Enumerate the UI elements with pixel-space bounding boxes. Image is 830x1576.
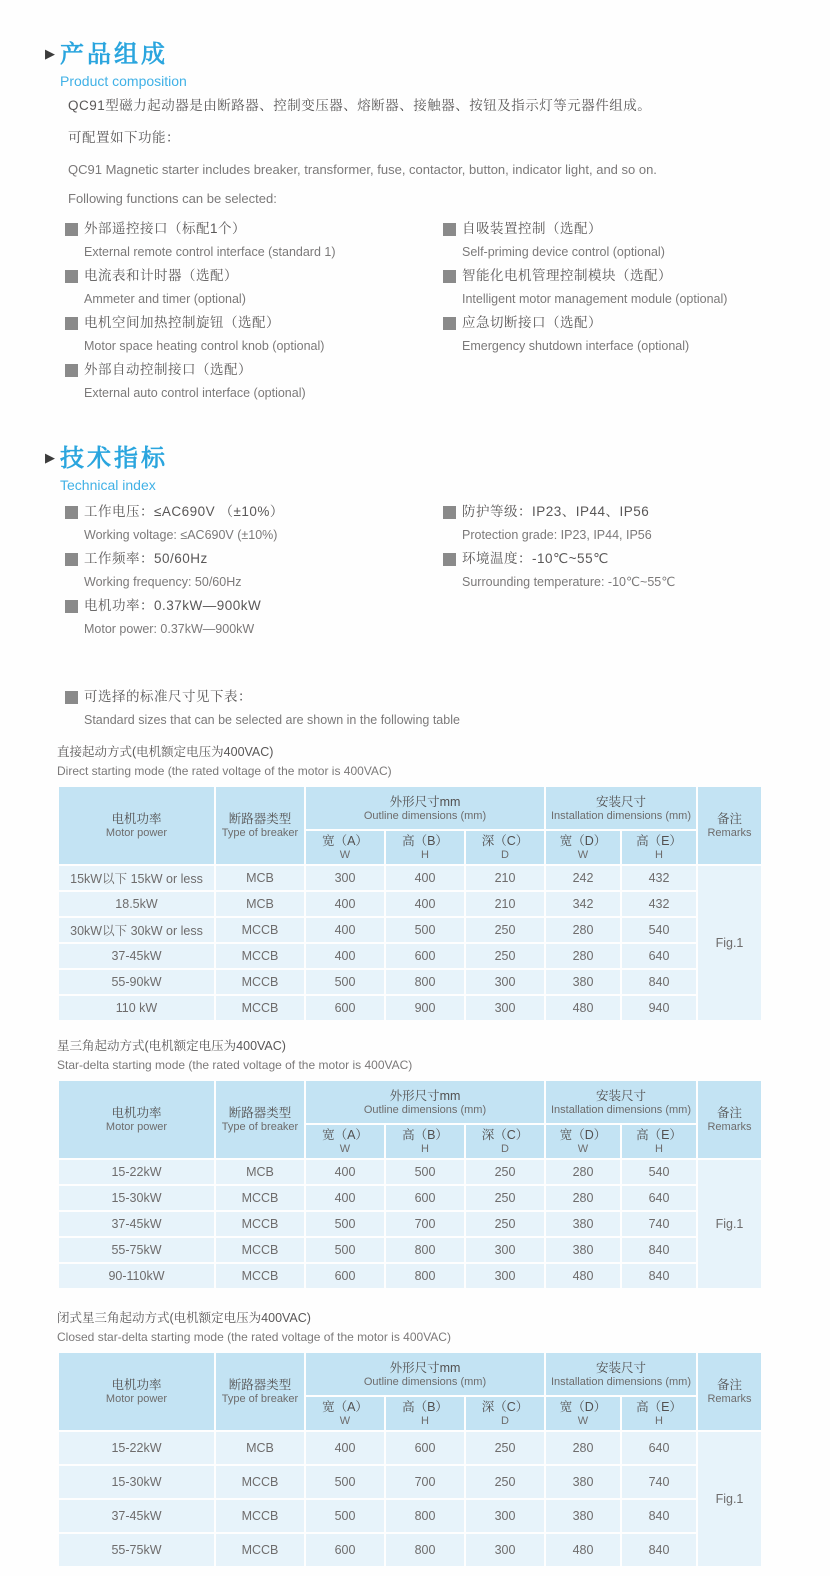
col-header-motor-power: 电机功率 Motor power: [59, 1081, 214, 1158]
table-cell: 300: [306, 866, 384, 890]
feature-list-right: [443, 220, 830, 408]
spec-label-en: Working frequency: 50/60Hz: [84, 575, 242, 589]
table-cell: 300: [466, 996, 544, 1020]
spec-item: [65, 550, 443, 590]
table-cell: 37-45kW: [59, 1212, 214, 1236]
table-cell: MCCB: [216, 1212, 304, 1236]
table-cell: MCCB: [216, 1500, 304, 1532]
table-row: [59, 1212, 761, 1236]
col-group-installation-dimensions: 安装尺寸 Installation dimensions (mm): [546, 1353, 696, 1395]
table-cell: 840: [622, 1534, 696, 1566]
feature-item: [443, 267, 830, 307]
table-cell: 400: [306, 918, 384, 942]
table-cell: 600: [386, 1432, 464, 1464]
table-cell: 210: [466, 892, 544, 916]
spec-item: [65, 503, 443, 543]
table-row: [59, 944, 761, 968]
col-subheader: 深（C） D: [466, 1125, 544, 1158]
col-subheader: 高（E） H: [622, 1125, 696, 1158]
table-cell: 380: [546, 1212, 620, 1236]
col-subheader: 高（B） H: [386, 831, 464, 864]
intro-paragraph: 可配置如下功能：: [68, 130, 180, 145]
col-header-remarks: 备注 Remarks: [698, 787, 761, 864]
table-cell: 700: [386, 1466, 464, 1498]
table-cell: MCB: [216, 1432, 304, 1464]
table-block-closed-star-delta: [57, 1310, 830, 1568]
table-row: [59, 1238, 761, 1262]
col-group-outline-dimensions: 外形尺寸mm Outline dimensions (mm): [306, 1081, 544, 1123]
table-remark-cell: Fig.1: [698, 1432, 761, 1566]
table-cell: 15-22kW: [59, 1432, 214, 1464]
col-subheader: 高（E） H: [622, 831, 696, 864]
table-row: [59, 1500, 761, 1532]
table-row: [59, 996, 761, 1020]
feature-label-en: Motor space heating control knob (optional): [84, 339, 325, 353]
feature-item: [65, 314, 443, 354]
table-cell: 800: [386, 1500, 464, 1532]
col-subheader: 宽（D） W: [546, 1397, 620, 1430]
square-bullet-icon: [65, 506, 78, 519]
spec-label-en: Working voltage: ≤AC690V (±10%): [84, 528, 278, 542]
table-cell: 480: [546, 996, 620, 1020]
col-subheader: 宽（D） W: [546, 831, 620, 864]
table-cell: 400: [386, 892, 464, 916]
table-cell: 300: [466, 1500, 544, 1532]
table-cell: 940: [622, 996, 696, 1020]
table-cell: 480: [546, 1264, 620, 1288]
feature-label-en: External auto control interface (optional): [84, 386, 306, 400]
square-bullet-icon: [65, 553, 78, 566]
table-cell: 300: [466, 970, 544, 994]
col-subheader: 深（C） D: [466, 1397, 544, 1430]
col-header-motor-power: 电机功率 Motor power: [59, 1353, 214, 1430]
col-group-outline-dimensions: 外形尺寸mm Outline dimensions (mm): [306, 787, 544, 829]
table-cell: 55-90kW: [59, 970, 214, 994]
table-cell: 280: [546, 944, 620, 968]
col-header-breaker-type: 断路器类型 Type of breaker: [216, 1353, 304, 1430]
table-cell: 280: [546, 1186, 620, 1210]
section-title-zh: 产品组成: [60, 41, 168, 68]
table-cell: MCB: [216, 892, 304, 916]
table-cell: 280: [546, 918, 620, 942]
standard-size-note: [65, 688, 830, 728]
feature-item: [65, 220, 443, 260]
table-cell: 300: [466, 1264, 544, 1288]
note-label-en: Standard sizes that can be selected are shown in the following table: [84, 713, 460, 727]
square-bullet-icon: [65, 364, 78, 377]
spec-item: [443, 503, 830, 543]
note-label-zh: 可选择的标准尺寸见下表：: [84, 689, 252, 704]
table-cell: 300: [466, 1534, 544, 1566]
table-cell: 30kW以下 30kW or less: [59, 918, 214, 942]
table-cell: 600: [306, 1264, 384, 1288]
table-cell: 55-75kW: [59, 1534, 214, 1566]
feature-label-zh: 电机空间加热控制旋钮（选配）: [84, 315, 280, 330]
col-subheader: 深（C） D: [466, 831, 544, 864]
table-row: [59, 1534, 761, 1566]
table-cell: 15kW以下 15kW or less: [59, 866, 214, 890]
table-row: [59, 1432, 761, 1464]
table-cell: 250: [466, 1432, 544, 1464]
feature-label-en: Intelligent motor management module (optional): [462, 292, 728, 306]
intro-paragraph: QC91 Magnetic starter includes breaker, transformer, fuse, contactor, button, indicator light, and so on.: [68, 162, 657, 177]
feature-label-zh: 外部自动控制接口（选配）: [84, 362, 252, 377]
table-cell: 740: [622, 1212, 696, 1236]
table-cell: 700: [386, 1212, 464, 1236]
table-title-en: Direct starting mode (the rated voltage of the motor is 400VAC): [57, 764, 392, 778]
table-cell: 840: [622, 970, 696, 994]
spec-label-zh: 工作电压：≤AC690V （±10%）: [84, 504, 284, 519]
table-row: [59, 866, 761, 890]
feature-list: [65, 220, 830, 408]
table-cell: 600: [306, 996, 384, 1020]
table-row: [59, 1160, 761, 1184]
table-cell: 500: [386, 1160, 464, 1184]
spec-list: [65, 503, 830, 644]
col-group-installation-dimensions: 安装尺寸 Installation dimensions (mm): [546, 1081, 696, 1123]
table-cell: 840: [622, 1500, 696, 1532]
table-cell: 250: [466, 1160, 544, 1184]
table-cell: 480: [546, 1534, 620, 1566]
spec-label-en: Protection grade: IP23, IP44, IP56: [462, 528, 652, 542]
table-cell: 15-30kW: [59, 1466, 214, 1498]
intro-paragraph: QC91型磁力起动器是由断路器、控制变压器、熔断器、接触器、按钮及指示灯等元器件组成。: [68, 98, 652, 113]
table-cell: 800: [386, 1264, 464, 1288]
table-remark-cell: Fig.1: [698, 866, 761, 1020]
spec-label-zh: 工作频率：50/60Hz: [84, 551, 208, 566]
table-title: [57, 1310, 830, 1345]
col-header-motor-power: 电机功率 Motor power: [59, 787, 214, 864]
feature-item: [65, 267, 443, 307]
section-header-product-composition: [45, 42, 830, 89]
feature-label-zh: 电流表和计时器（选配）: [84, 268, 238, 283]
feature-label-en: Emergency shutdown interface (optional): [462, 339, 690, 353]
table-cell: 250: [466, 944, 544, 968]
col-header-remarks: 备注 Remarks: [698, 1353, 761, 1430]
table-cell: 15-22kW: [59, 1160, 214, 1184]
square-bullet-icon: [65, 317, 78, 330]
col-group-installation-dimensions: 安装尺寸 Installation dimensions (mm): [546, 787, 696, 829]
table-cell: MCCB: [216, 1466, 304, 1498]
table-cell: 840: [622, 1264, 696, 1288]
table-title: [57, 744, 830, 779]
table-cell: 600: [306, 1534, 384, 1566]
table-cell: MCB: [216, 866, 304, 890]
spec-list-left: [65, 503, 443, 644]
table-title-en: Closed star-delta starting mode (the rated voltage of the motor is 400VAC): [57, 1330, 451, 1344]
square-bullet-icon: [443, 270, 456, 283]
feature-label-zh: 应急切断接口（选配）: [462, 315, 602, 330]
table-cell: 110 kW: [59, 996, 214, 1020]
feature-label-zh: 外部遥控接口（标配1个）: [84, 221, 247, 236]
table-cell: 900: [386, 996, 464, 1020]
table-cell: 800: [386, 970, 464, 994]
table-title: [57, 1038, 830, 1073]
table-cell: 600: [386, 944, 464, 968]
table-cell: 432: [622, 892, 696, 916]
feature-label-zh: 自吸装置控制（选配）: [462, 221, 602, 236]
col-group-outline-dimensions: 外形尺寸mm Outline dimensions (mm): [306, 1353, 544, 1395]
table-cell: 540: [622, 918, 696, 942]
spec-label-zh: 电机功率：0.37kW—900kW: [84, 598, 262, 613]
feature-item: [65, 361, 443, 401]
table-cell: MCCB: [216, 944, 304, 968]
spec-item: [65, 597, 443, 637]
table-cell: 400: [306, 1432, 384, 1464]
spec-label-en: Surrounding temperature: -10℃~55℃: [462, 575, 676, 589]
table-cell: 640: [622, 1432, 696, 1464]
table-cell: 55-75kW: [59, 1238, 214, 1262]
section-header-technical-index: [45, 446, 830, 493]
table-cell: 600: [386, 1186, 464, 1210]
col-subheader: 宽（A） W: [306, 1125, 384, 1158]
table-cell: 540: [622, 1160, 696, 1184]
table-cell: 380: [546, 970, 620, 994]
table-cell: MCCB: [216, 1534, 304, 1566]
table-row: [59, 892, 761, 916]
square-bullet-icon: [65, 270, 78, 283]
section-title-en: Product composition: [60, 73, 187, 89]
table-row: [59, 970, 761, 994]
spec-item: [443, 550, 830, 590]
col-subheader: 高（E） H: [622, 1397, 696, 1430]
feature-label-en: External remote control interface (standard 1): [84, 245, 336, 259]
square-bullet-icon: [443, 506, 456, 519]
table-cell: 500: [306, 1212, 384, 1236]
table-block-star-delta: [57, 1038, 830, 1290]
table-cell: 640: [622, 944, 696, 968]
col-subheader: 高（B） H: [386, 1125, 464, 1158]
triangle-bullet-icon: ▶: [45, 450, 55, 465]
table-cell: 15-30kW: [59, 1186, 214, 1210]
table-cell: 250: [466, 1466, 544, 1498]
table-cell: 250: [466, 1212, 544, 1236]
table-cell: 300: [466, 1238, 544, 1262]
table-row: [59, 918, 761, 942]
square-bullet-icon: [443, 317, 456, 330]
table-cell: 500: [306, 1466, 384, 1498]
intro-paragraphs: [68, 97, 830, 208]
table-cell: 640: [622, 1186, 696, 1210]
table-cell: 242: [546, 866, 620, 890]
table-cell: 400: [306, 944, 384, 968]
table-title-en: Star-delta starting mode (the rated voltage of the motor is 400VAC): [57, 1058, 413, 1072]
spec-table-direct-starting: [57, 785, 763, 1022]
table-cell: 500: [306, 1500, 384, 1532]
table-cell: 500: [306, 970, 384, 994]
table-cell: 400: [306, 1186, 384, 1210]
square-bullet-icon: [65, 223, 78, 236]
table-cell: 432: [622, 866, 696, 890]
col-subheader: 高（B） H: [386, 1397, 464, 1430]
table-cell: 250: [466, 1186, 544, 1210]
spec-label-zh: 防护等级：IP23、IP44、IP56: [462, 504, 650, 519]
feature-list-left: [65, 220, 443, 408]
intro-paragraph: Following functions can be selected:: [68, 191, 277, 206]
col-subheader: 宽（A） W: [306, 831, 384, 864]
table-cell: 280: [546, 1432, 620, 1464]
table-cell: 37-45kW: [59, 1500, 214, 1532]
table-cell: MCCB: [216, 1264, 304, 1288]
col-header-breaker-type: 断路器类型 Type of breaker: [216, 787, 304, 864]
feature-item: [443, 220, 830, 260]
table-cell: MCCB: [216, 970, 304, 994]
table-row: [59, 1264, 761, 1288]
table-cell: MCCB: [216, 1186, 304, 1210]
spec-label-zh: 环境温度：-10℃~55℃: [462, 551, 609, 566]
spec-table-closed-star-delta: [57, 1351, 763, 1568]
table-cell: 400: [306, 1160, 384, 1184]
table-cell: 400: [306, 892, 384, 916]
spec-table-star-delta: [57, 1079, 763, 1290]
table-cell: MCCB: [216, 1238, 304, 1262]
spec-list-right: [443, 503, 830, 644]
col-header-remarks: 备注 Remarks: [698, 1081, 761, 1158]
table-cell: 37-45kW: [59, 944, 214, 968]
table-title-zh: 闭式星三角起动方式(电机额定电压为400VAC): [57, 1311, 311, 1325]
table-cell: 280: [546, 1160, 620, 1184]
square-bullet-icon: [443, 223, 456, 236]
table-cell: 840: [622, 1238, 696, 1262]
table-cell: 740: [622, 1466, 696, 1498]
col-subheader: 宽（D） W: [546, 1125, 620, 1158]
table-block-direct-starting: [57, 744, 830, 1022]
spec-label-en: Motor power: 0.37kW—900kW: [84, 622, 255, 636]
feature-label-en: Self-priming device control (optional): [462, 245, 665, 259]
table-cell: 342: [546, 892, 620, 916]
table-cell: 400: [386, 866, 464, 890]
table-title-zh: 直接起动方式(电机额定电压为400VAC): [57, 745, 274, 759]
table-cell: MCCB: [216, 918, 304, 942]
feature-label-zh: 智能化电机管理控制模块（选配）: [462, 268, 672, 283]
table-cell: MCB: [216, 1160, 304, 1184]
table-cell: 380: [546, 1238, 620, 1262]
square-bullet-icon: [65, 691, 78, 704]
table-cell: 380: [546, 1466, 620, 1498]
col-subheader: 宽（A） W: [306, 1397, 384, 1430]
table-cell: 90-110kW: [59, 1264, 214, 1288]
table-row: [59, 1466, 761, 1498]
table-remark-cell: Fig.1: [698, 1160, 761, 1288]
square-bullet-icon: [443, 553, 456, 566]
table-cell: 800: [386, 1238, 464, 1262]
table-cell: 250: [466, 918, 544, 942]
feature-label-en: Ammeter and timer (optional): [84, 292, 246, 306]
col-header-breaker-type: 断路器类型 Type of breaker: [216, 1081, 304, 1158]
table-row: [59, 1186, 761, 1210]
table-cell: 380: [546, 1500, 620, 1532]
table-cell: 210: [466, 866, 544, 890]
triangle-bullet-icon: ▶: [45, 46, 55, 61]
table-cell: 18.5kW: [59, 892, 214, 916]
table-cell: 500: [306, 1238, 384, 1262]
table-title-zh: 星三角起动方式(电机额定电压为400VAC): [57, 1039, 286, 1053]
feature-item: [443, 314, 830, 354]
table-cell: 500: [386, 918, 464, 942]
square-bullet-icon: [65, 600, 78, 613]
table-cell: MCCB: [216, 996, 304, 1020]
section-title-zh: 技术指标: [60, 445, 168, 472]
table-cell: 800: [386, 1534, 464, 1566]
section-title-en: Technical index: [60, 477, 156, 493]
